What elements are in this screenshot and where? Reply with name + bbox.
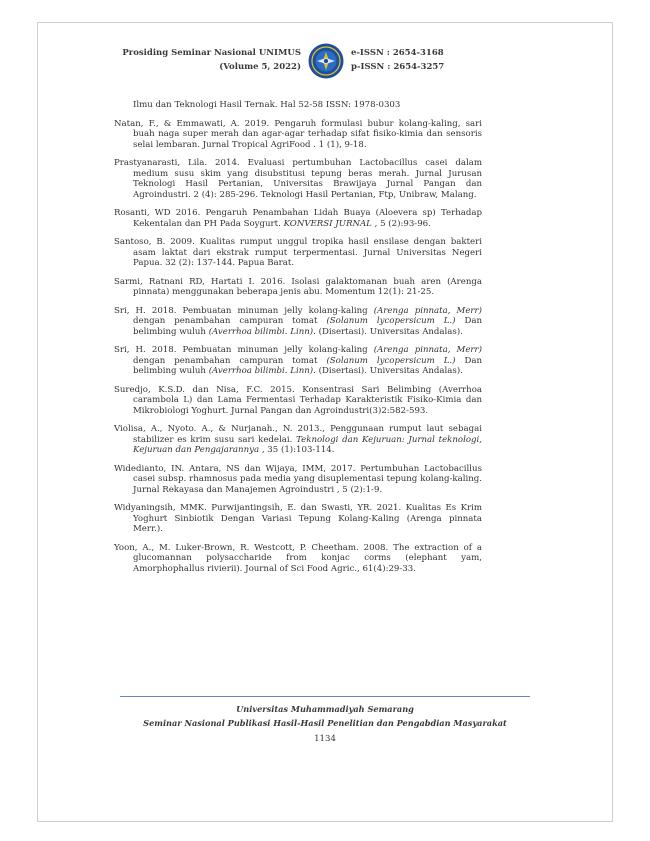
header-right <box>351 46 444 74</box>
reference-entry <box>114 503 482 535</box>
reference-entry <box>114 100 482 111</box>
reference-italic-segment: (Averrhoa bilimbi. Linn). <box>208 326 316 337</box>
pissn-label: p-ISSN : 2654-3257 <box>351 62 445 72</box>
page-header <box>37 38 613 86</box>
reference-list <box>114 100 482 582</box>
reference-segment: Yoon, A., M. Luker-Brown, R. Westcott, P. Cheetham. 2008. The extraction of a glucomannan polysaccharide from konjac corms (elephant yam, Amorphophallus rivierii). Journal of Sci Food Agric., 61(4):29-33. <box>114 542 482 574</box>
reference-segment: Violisa, A., Nyoto. A., & Nurjanah., N. 2013., Penggunaan rumput laut sebagai stabilizer es krim susu sari kedelai. <box>114 424 482 445</box>
reference-segment: Dan belimbing wuluh <box>133 355 483 376</box>
reference-segment: , 35 (1):103-114. <box>259 445 335 455</box>
reference-segment: Sri, H. 2018. Pembuatan minuman jelly kolang-kaling <box>114 305 374 316</box>
footer-rule <box>120 696 530 697</box>
reference-segment: Sri, H. 2018. Pembuatan minuman jelly kolang-kaling <box>114 345 374 355</box>
eissn-label: e-ISSN : 2654-3168 <box>351 48 444 58</box>
reference-segment: Prastyanarasti, Lila. 2014. Evaluasi pertumbuhan Lactobacillus casei dalam medium susu skim yang disubstitusi tepung beras merah. Jurnal Jurusan Teknologi Hasil Pertanian, Universitas Brawijaya Jurnal Pangan dan Agroindustri. 2 (4): 285-296. Teknologi Hasil Pertanian, Ftp, Unibraw, Malang. <box>114 158 482 200</box>
reference-segment: Ilmu dan Teknologi Hasil Ternak. Hal 52-58 ISSN: 1978-0303 <box>133 100 401 110</box>
reference-entry <box>114 119 482 151</box>
reference-segment: Sarmi, Ratnani RD, Hartati I. 2016. Isolasi galaktomanan buah aren (Arenga pinnata) menggunakan beberapa jenis abu. Momentum 12(1): 21-25. <box>114 276 482 297</box>
reference-entry <box>114 306 482 338</box>
reference-segment: Rosanti, WD 2016. Pengaruh Penambahan Lidah Buaya (Aloevera sp) Terhadap Kekentalan dan PH Pada Soygurt. <box>114 208 482 229</box>
page-number: 1134 <box>314 734 336 744</box>
reference-entry <box>114 158 482 200</box>
reference-segment: dengan penambahan campuran tomat <box>133 316 327 326</box>
conference-title: Prosiding Seminar Nasional UNIMUS <box>122 48 301 58</box>
reference-segment: (Disertasi). Universitas Andalas). <box>315 326 463 337</box>
reference-italic-segment: Teknologi dan Kejuruan: Jurnal teknologi, Kejuruan dan Pengajarannya <box>133 434 482 455</box>
footer-university: Universitas Muhammadiyah Semarang <box>236 704 414 714</box>
reference-segment: Suredjo, K.S.D. dan Nisa, F.C. 2015. Konsentrasi Sari Belimbing (Averrhoa carambola L) dan Lama Fermentasi Terhadap Karakteristik Fisiko-Kimia dan Mikrobiologi Yoghurt. Jurnal Pangan dan Agroindustri(3)2:582-593. <box>114 384 482 416</box>
volume-label: (Volume 5, 2022) <box>219 62 301 72</box>
reference-entry <box>114 345 482 377</box>
reference-segment: , 5 (2):93-96. <box>371 218 431 229</box>
reference-italic-segment: KONVERSI JURNAL <box>283 218 372 229</box>
footer-seminar: Seminar Nasional Publikasi Hasil-Hasil Penelitian dan Pengabdian Masyarakat <box>143 718 507 728</box>
reference-entry <box>114 385 482 417</box>
reference-entry <box>114 277 482 298</box>
reference-entry <box>114 424 482 456</box>
reference-segment: Santoso, B. 2009. Kualitas rumput unggul tropika hasil ensilase dengan bakteri asam laktat dari ekstrak rumput terpermentasi. Jurnal Universitas Negeri Papua. 32 (2): 137-144. Papua Barat. <box>114 237 482 268</box>
unimus-logo-icon <box>307 42 345 80</box>
header-left <box>122 46 301 74</box>
reference-segment: dengan penambahan campuran tomat <box>133 355 327 366</box>
reference-entry <box>114 543 482 575</box>
reference-segment: (Disertasi). Universitas Andalas). <box>315 366 463 376</box>
reference-segment: Natan, F., & Emmawati, A. 2019. Pengaruh formulasi bubur kolang-kaling, sari buah naga super merah dan agar-agar terhadap sifat fisiko-kimia dan sensoris selai lembaran. Jurnal Tropical AgriFood . 1 (1), 9-18. <box>114 118 482 150</box>
reference-entry <box>114 464 482 496</box>
reference-entry <box>114 237 482 269</box>
reference-segment: Dan belimbing wuluh <box>133 316 483 337</box>
reference-italic-segment: (Solanum lycopersicum L.) <box>326 355 456 366</box>
reference-italic-segment: (Solanum lycopersicum L.) <box>326 316 456 326</box>
reference-segment: Widedianto, IN. Antara, NS dan Wijaya, IMM, 2017. Pertumbuhan Lactobacillus casei subsp. rhamnosus pada media yang disuplementasi tepung kolang-kaling. Jurnal Rekayasa dan Manajemen Agroindustri , 5 (2):1-9. <box>114 463 482 495</box>
reference-segment: Widyaningsih, MMK. Purwijantingsih, E. dan Swasti, YR. 2021. Kualitas Es Krim Yoghurt Sinbiotik Dengan Variasi Tepung Kolang-Kaling (Arenga pinnata Merr.). <box>114 503 482 534</box>
reference-italic-segment: (Arenga pinnata, Merr) <box>373 345 482 355</box>
reference-italic-segment: (Arenga pinnata, Merr) <box>373 305 482 316</box>
reference-italic-segment: (Averrhoa bilimbi. Linn). <box>208 366 316 376</box>
reference-entry <box>114 208 482 229</box>
